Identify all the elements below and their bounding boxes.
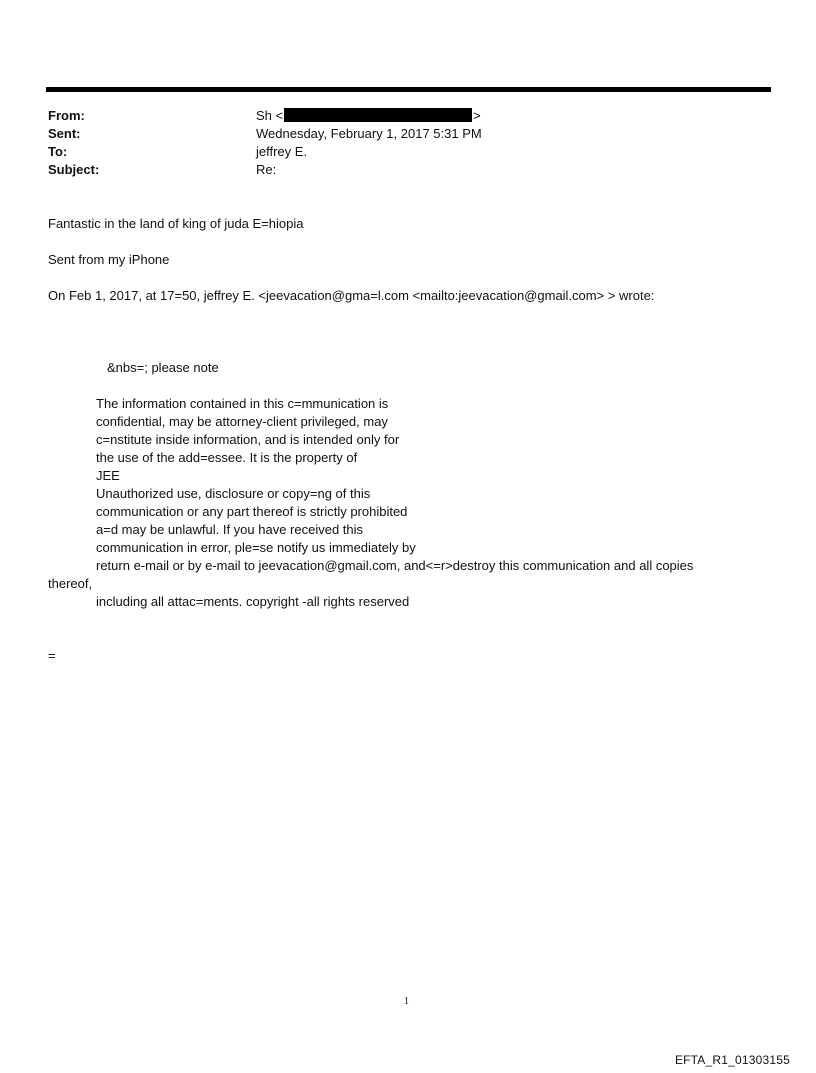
quote-header: On Feb 1, 2017, at 17=50, jeffrey E. <jeevacation@gma=l.com <mailto:jeevacation@gmail.com> > wrote:	[48, 288, 655, 303]
to-value: jeffrey E.	[256, 144, 308, 159]
document-id: EFTA_R1_01303155	[674, 1053, 790, 1067]
redaction-bar	[284, 108, 472, 122]
disclaimer-line: Unauthorized use, disclosure or copy=ng of this	[96, 486, 371, 501]
disclaimer-line: c=nstitute inside information, and is intended only for	[96, 432, 400, 447]
from-value	[256, 107, 481, 125]
from-label: From:	[48, 108, 85, 123]
sent-value: Wednesday, February 1, 2017 5:31 PM	[256, 126, 482, 141]
sent-label: Sent:	[48, 126, 81, 141]
subject-value: Re:	[256, 162, 277, 177]
disclaimer-line: communication in error, ple=se notify us immediately by	[96, 540, 416, 555]
header-rule	[46, 87, 771, 92]
disclaimer-wrap-line: thereof,	[48, 576, 93, 591]
note-line: &nbs=; please note	[107, 360, 219, 375]
signature-line: Sent from my iPhone	[48, 252, 170, 267]
page-number: 1	[404, 996, 409, 1007]
subject-label: Subject:	[48, 162, 100, 177]
from-suffix: >	[473, 108, 481, 123]
disclaimer-line: The information contained in this c=mmunication is	[96, 396, 389, 411]
disclaimer-last-line: including all attac=ments. copyright -all rights reserved	[96, 594, 410, 609]
from-name: Sh <	[256, 108, 284, 123]
to-label: To:	[48, 144, 68, 159]
disclaimer-line: communication or any part thereof is strictly prohibited	[96, 504, 408, 519]
disclaimer-line: JEE	[96, 468, 120, 483]
disclaimer-line: confidential, may be attorney-client privileged, may	[96, 414, 388, 429]
trailing-character: =	[48, 648, 56, 663]
disclaimer-line: the use of the add=essee. It is the property of	[96, 450, 358, 465]
disclaimer-line: a=d may be unlawful. If you have received this	[96, 522, 364, 537]
reply-line: Fantastic in the land of king of juda E=hiopia	[48, 216, 304, 231]
disclaimer-line: return e-mail or by e-mail to jeevacation@gmail.com, and<=r>destroy this communication and all copies	[96, 558, 694, 573]
